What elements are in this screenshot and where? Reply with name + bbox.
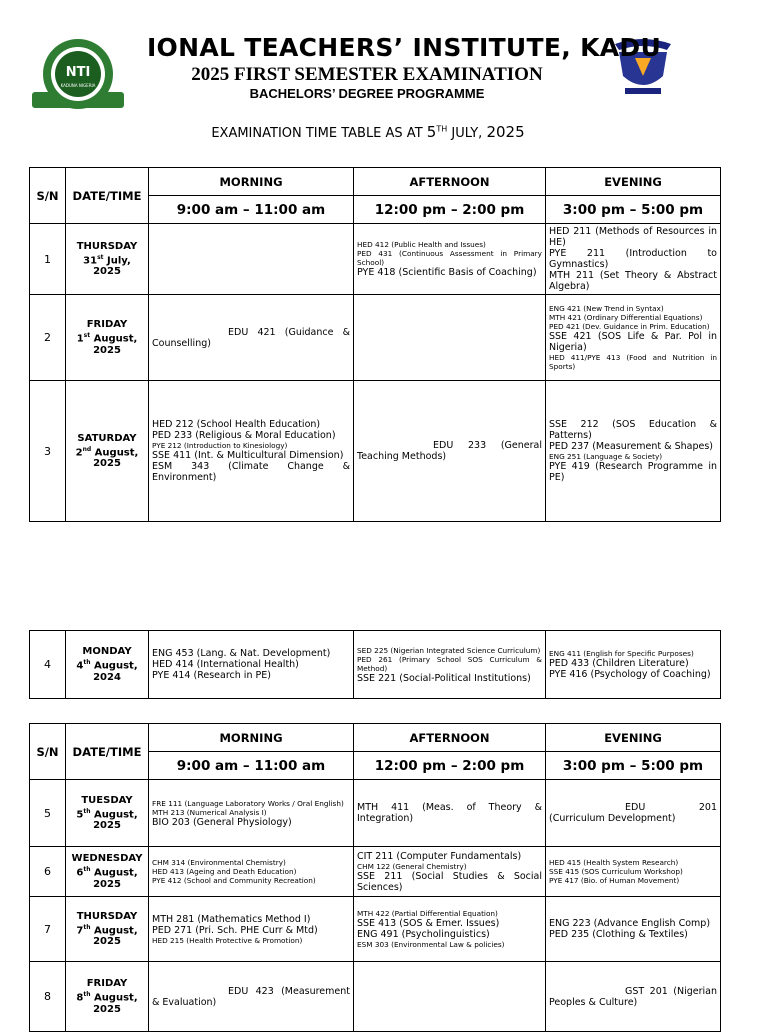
exam-entry: SSE 211 (Social Studies & Social Sciences) xyxy=(357,870,542,893)
morning-exams xyxy=(149,780,354,847)
day-year: 2025 xyxy=(93,344,121,356)
day-name: THURSDAY xyxy=(76,910,138,922)
day-date: 5th August, xyxy=(76,807,138,821)
timetable-part-1 xyxy=(29,167,721,522)
exam-entry: MTH 281 (Mathematics Method I) xyxy=(152,913,311,925)
exam-entry: PYE 412 (School and Community Recreation) xyxy=(152,876,316,885)
programme-title: BACHELORS’ DEGREE PROGRAMME xyxy=(249,86,485,101)
exam-entry: MTH 213 (Numerical Analysis I) xyxy=(152,807,267,817)
day-name: FRIDAY xyxy=(86,978,128,990)
afternoon-exams xyxy=(354,847,546,897)
exam-entry: PYE 419 (Research Programme in PE) xyxy=(549,461,717,483)
row-date xyxy=(66,381,149,522)
exam-entry: PYE 211 (Introduction to Gymnastics) xyxy=(549,248,717,270)
row-date xyxy=(66,780,149,847)
row-sn: 1 xyxy=(30,224,66,295)
evening-time: 3:00 pm – 5:00 pm xyxy=(546,196,721,224)
morning-exams xyxy=(149,847,354,897)
exam-entry: CHM 122 (General Chemistry) xyxy=(357,861,467,871)
col-sn: S/N xyxy=(30,168,66,224)
exam-entry: HED 215 (Health Protective & Promotion) xyxy=(152,935,303,945)
col-date: DATE/TIME xyxy=(66,724,149,780)
schedule-row xyxy=(30,897,721,962)
exam-entry: PED 233 (Religious & Moral Education) xyxy=(152,430,336,441)
exam-entry: GST 201 (Nigerian Peoples & Culture) xyxy=(549,985,717,1008)
exam-entry: HED 412 (Public Health and Issues) xyxy=(357,240,486,249)
exam-entry: MTH 411 (Meas. of Theory & Integration) xyxy=(357,802,542,824)
exam-entry: ENG 421 (New Trend in Syntax) xyxy=(549,304,664,313)
exam-entry: SSE 421 (SOS Life & Par. Pol in Nigeria) xyxy=(549,331,717,353)
evening-exams xyxy=(546,381,721,522)
timetable-part-2 xyxy=(29,630,721,699)
exam-entry: HED 415 (Health System Research) xyxy=(549,858,679,867)
svg-text:NTI: NTI xyxy=(65,65,91,80)
schedule-row xyxy=(30,780,721,847)
afternoon-exams xyxy=(354,295,546,381)
exam-entry: ESM 343 (Climate Change & Environment) xyxy=(152,461,350,483)
morning-exams xyxy=(149,381,354,522)
day-date: 4th August, xyxy=(76,659,138,672)
day-date: 6th August, xyxy=(76,866,138,879)
day-year: 2025 xyxy=(93,936,121,948)
evening-exams xyxy=(546,962,721,1032)
row-sn: 6 xyxy=(30,847,66,897)
afternoon-exams xyxy=(354,962,546,1032)
day-date: 2nd August, xyxy=(75,445,139,459)
day-name: SATURDAY xyxy=(77,432,137,444)
exam-entry: SSE 212 (SOS Education & Patterns) xyxy=(549,419,717,441)
exam-entry: PYE 416 (Psychology of Coaching) xyxy=(549,669,711,680)
exam-entry: PED 237 (Measurement & Shapes) xyxy=(549,441,713,452)
exam-entry: PED 421 (Dev. Guidance in Prim. Education) xyxy=(549,322,710,331)
evening-exams xyxy=(546,897,721,962)
exam-entry: HED 212 (School Health Education) xyxy=(152,419,321,430)
exam-entry: ENG 411 (English for Specific Purposes) xyxy=(549,649,694,658)
afternoon-time: 12:00 pm – 2:00 pm xyxy=(354,196,546,224)
day-date: 8th August, xyxy=(76,991,138,1004)
morning-exams xyxy=(149,962,354,1032)
day-year: 2025 xyxy=(93,820,121,832)
morning-exams xyxy=(149,897,354,962)
exam-entry: HED 411/PYE 413 (Food and Nutrition in Sports) xyxy=(549,353,717,371)
row-date xyxy=(66,962,149,1032)
morning-exams xyxy=(149,295,354,381)
exam-entry: SSE 413 (SOS & Emer. Issues) xyxy=(357,918,500,929)
col-evening: EVENING xyxy=(546,168,721,196)
morning-exams xyxy=(149,224,354,295)
exam-entry: ENG 453 (Lang. & Nat. Development) xyxy=(152,648,331,659)
exam-entry: MTH 422 (Partial Differential Equation) xyxy=(357,909,498,918)
exam-entry: SED 225 (Nigerian Integrated Science Curriculum) xyxy=(357,645,541,655)
row-date xyxy=(66,295,149,381)
schedule-row xyxy=(30,847,721,897)
exam-subtitle: 2025 FIRST SEMESTER EXAMINATION xyxy=(191,64,543,85)
schedule-row xyxy=(30,631,721,699)
exam-entry: PYE 212 (Introduction to Kinesiology) xyxy=(152,441,288,450)
exam-entry: PED 431 (Continuous Assessment in Primary School) xyxy=(357,249,542,267)
exam-entry: EDU 201 (Curriculum Development) xyxy=(549,802,717,824)
exam-entry: PED 271 (Pri. Sch. PHE Curr & Mtd) xyxy=(152,924,318,936)
col-evening: EVENING xyxy=(546,724,721,752)
day-name: WEDNESDAY xyxy=(71,853,143,865)
exam-entry: PYE 414 (Research in PE) xyxy=(152,670,271,681)
col-sn: S/N xyxy=(30,724,66,780)
timetable-as-at: EXAMINATION TIME TABLE AS AT 5TH JULY, 2025 xyxy=(211,123,525,141)
day-year: 2025 xyxy=(93,878,121,890)
exam-entry: ENG 251 (Language & Society) xyxy=(549,452,663,461)
row-date xyxy=(66,224,149,295)
evening-time: 3:00 pm – 5:00 pm xyxy=(546,752,721,780)
afternoon-exams xyxy=(354,897,546,962)
exam-entry: EDU 233 (General Teaching Methods) xyxy=(357,440,542,462)
row-date xyxy=(66,631,149,699)
exam-entry: PYE 417 (Bio. of Human Movement) xyxy=(549,876,680,885)
row-sn: 2 xyxy=(30,295,66,381)
day-year: 2025 xyxy=(93,1003,121,1015)
exam-entry: PED 261 (Primary School SOS Curriculum & Method) xyxy=(357,654,542,673)
exam-entry: ENG 491 (Psycholinguistics) xyxy=(357,929,490,940)
exam-entry: HED 211 (Methods of Resources in HE) xyxy=(549,226,717,248)
schedule-row xyxy=(30,224,721,295)
exam-entry: PED 235 (Clothing & Textiles) xyxy=(549,929,688,940)
morning-time: 9:00 am – 11:00 am xyxy=(149,752,354,780)
morning-exams xyxy=(149,631,354,699)
exam-entry: ENG 223 (Advance English Comp) xyxy=(549,918,711,929)
exam-entry: HED 414 (International Health) xyxy=(152,659,299,670)
row-date xyxy=(66,897,149,962)
row-sn: 3 xyxy=(30,381,66,522)
exam-entry: SSE 221 (Social-Political Institutions) xyxy=(357,672,531,684)
exam-entry: CIT 211 (Computer Fundamentals) xyxy=(357,850,522,862)
col-afternoon: AFTERNOON xyxy=(354,168,546,196)
col-morning: MORNING xyxy=(149,168,354,196)
day-name: FRIDAY xyxy=(86,319,128,331)
day-date: 7th August, xyxy=(76,923,138,937)
day-year: 2025 xyxy=(93,458,121,470)
schedule-row xyxy=(30,295,721,381)
afternoon-exams xyxy=(354,631,546,699)
institute-title: IONAL TEACHERS’ INSTITUTE, KADU xyxy=(146,33,662,62)
exam-entry: BIO 203 (General Physiology) xyxy=(152,816,292,828)
evening-exams xyxy=(546,847,721,897)
timetable-part-3 xyxy=(29,723,721,1032)
afternoon-exams xyxy=(354,224,546,295)
day-name: THURSDAY xyxy=(76,240,138,252)
col-afternoon: AFTERNOON xyxy=(354,724,546,752)
day-name: TUESDAY xyxy=(81,794,133,806)
exam-entry: FRE 111 (Language Laboratory Works / Oral English) xyxy=(152,798,344,808)
exam-entry: SSE 411 (Int. & Multicultural Dimension) xyxy=(152,450,344,461)
row-sn: 7 xyxy=(30,897,66,962)
row-sn: 5 xyxy=(30,780,66,847)
exam-entry: PED 433 (Children Literature) xyxy=(549,658,689,669)
day-date: 1st August, xyxy=(76,332,138,345)
col-date: DATE/TIME xyxy=(66,168,149,224)
schedule-row xyxy=(30,381,721,522)
exam-entry: MTH 421 (Ordinary Differential Equations) xyxy=(549,313,703,322)
afternoon-exams xyxy=(354,381,546,522)
day-date: 31st July, xyxy=(83,253,131,267)
exam-entry: CHM 314 (Environmental Chemistry) xyxy=(152,858,286,867)
day-name: MONDAY xyxy=(82,646,132,658)
afternoon-exams xyxy=(354,780,546,847)
evening-exams xyxy=(546,295,721,381)
exam-entry: HED 413 (Ageing and Death Education) xyxy=(152,867,297,876)
evening-exams xyxy=(546,780,721,847)
col-morning: MORNING xyxy=(149,724,354,752)
evening-exams xyxy=(546,631,721,699)
day-year: 2024 xyxy=(93,671,121,683)
exam-entry: MTH 211 (Set Theory & Abstract Algebra) xyxy=(549,270,717,292)
row-sn: 8 xyxy=(30,962,66,1032)
exam-entry: EDU 421 (Guidance & Counselling) xyxy=(152,326,350,349)
row-sn: 4 xyxy=(30,631,66,699)
evening-exams xyxy=(546,224,721,295)
svg-text:KADUNA NIGERIA: KADUNA NIGERIA xyxy=(60,83,96,88)
exam-entry: ESM 303 (Environmental Law & policies) xyxy=(357,940,505,949)
exam-entry: EDU 423 (Measurement & Evaluation) xyxy=(152,985,350,1008)
morning-time: 9:00 am – 11:00 am xyxy=(149,196,354,224)
afternoon-time: 12:00 pm – 2:00 pm xyxy=(354,752,546,780)
exam-entry: SSE 415 (SOS Curriculum Workshop) xyxy=(549,867,683,876)
row-date xyxy=(66,847,149,897)
schedule-row xyxy=(30,962,721,1032)
exam-entry: PYE 418 (Scientific Basis of Coaching) xyxy=(357,267,537,278)
day-year: 2025 xyxy=(93,266,121,278)
